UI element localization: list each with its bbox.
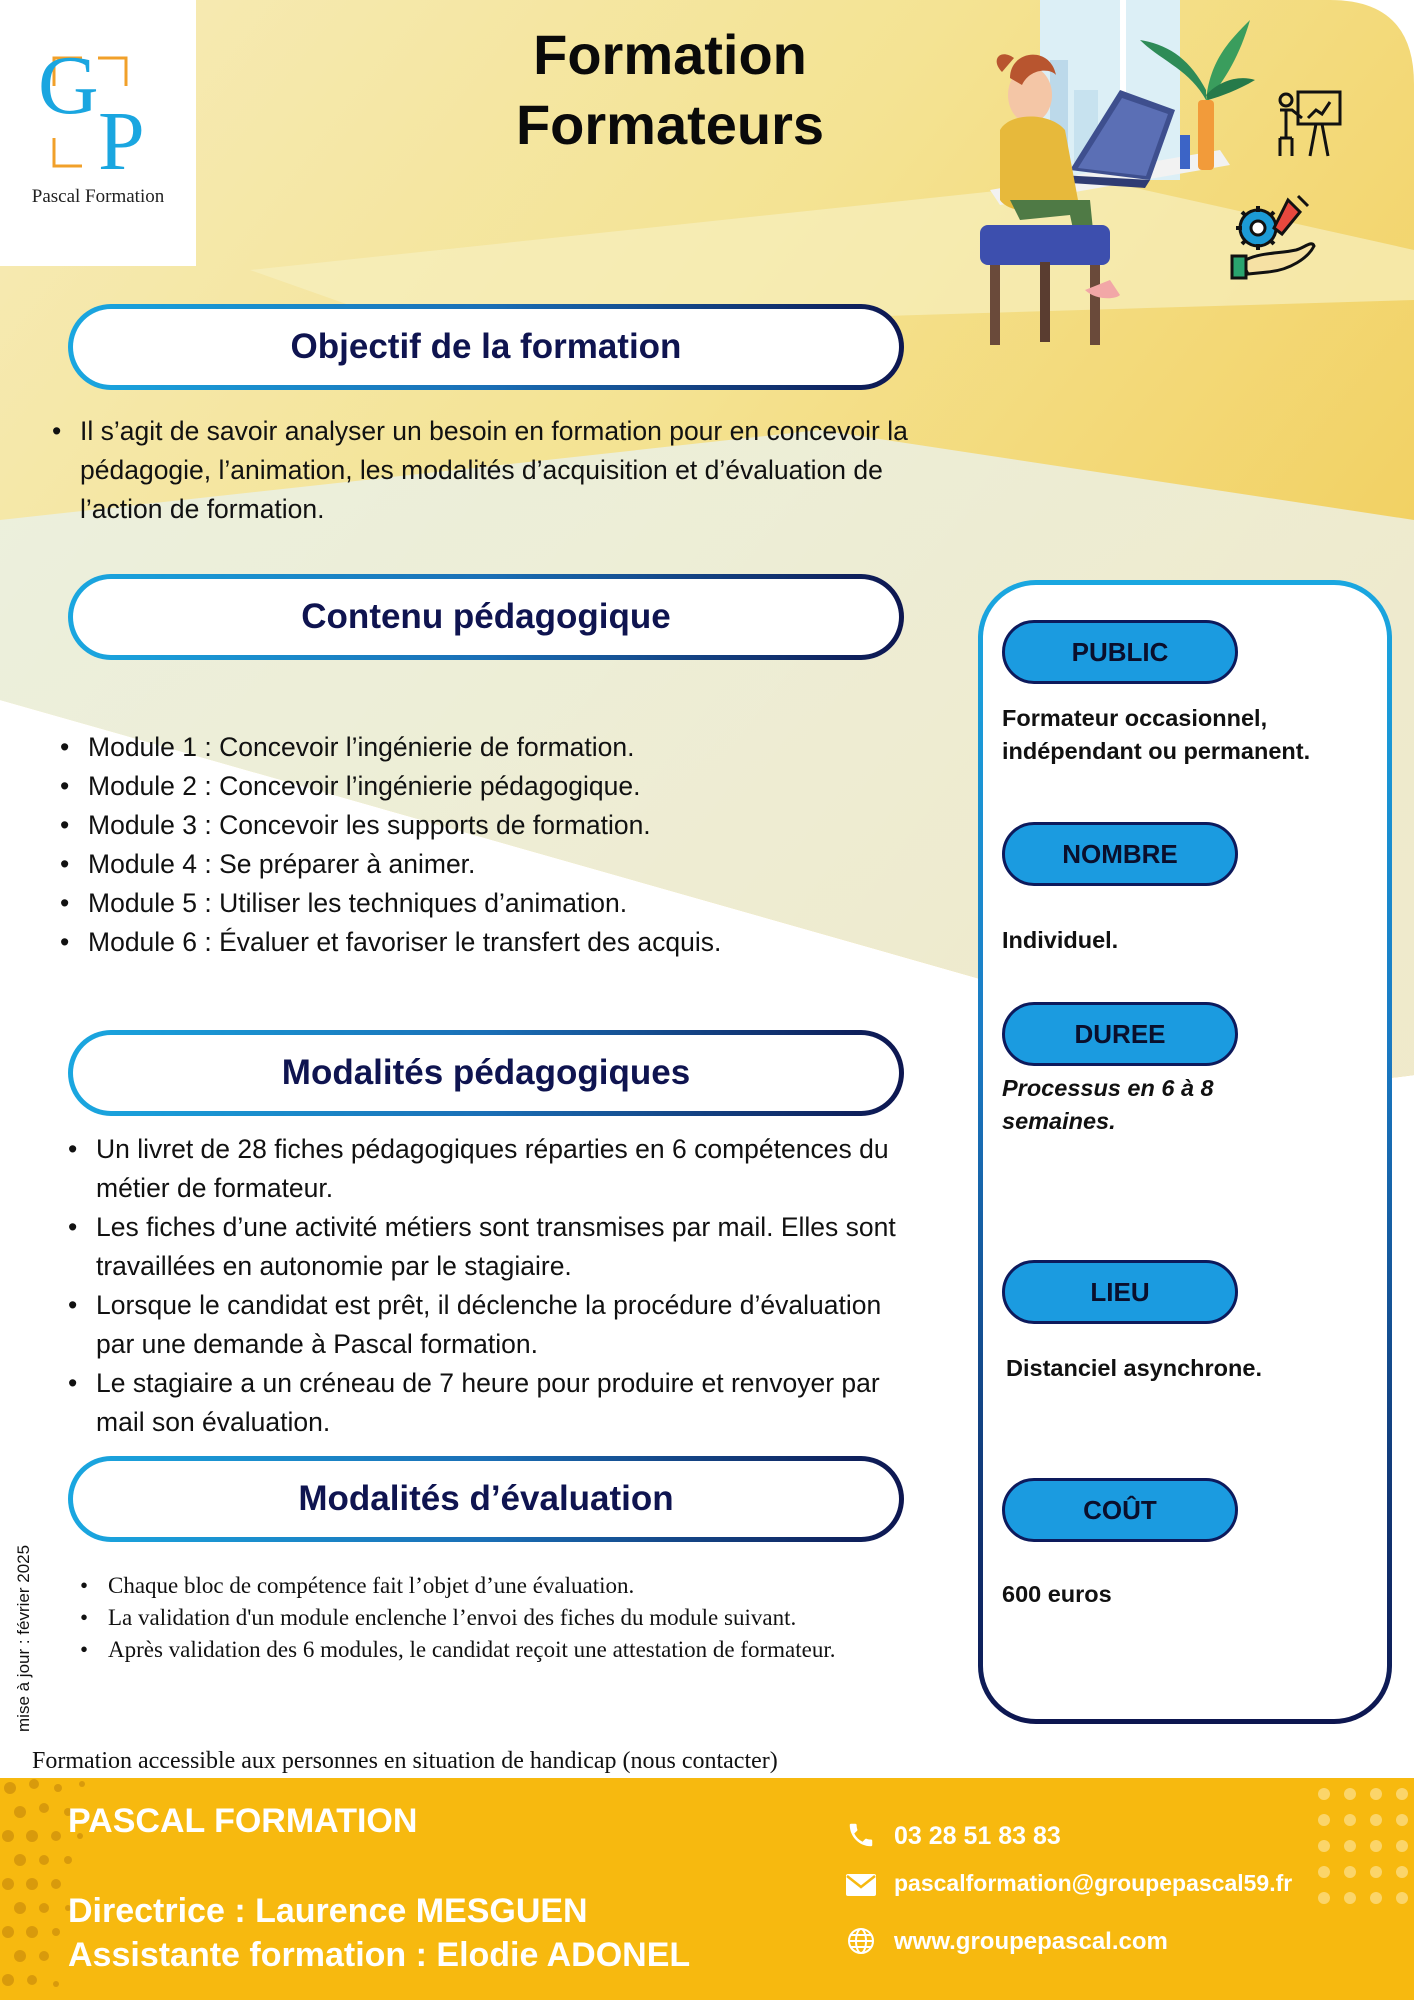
- nombre-tag: NOMBRE: [1002, 822, 1238, 886]
- title-line-1: Formation: [533, 23, 807, 86]
- presenter-board-icon: [1272, 88, 1344, 160]
- cout-value: 600 euros: [1002, 1581, 1112, 1607]
- footer: [0, 1778, 1414, 2000]
- modalites-eval-heading: [68, 1456, 904, 1542]
- footer-director: Directrice : Laurence MESGUEN: [68, 1892, 588, 1930]
- person-laptop-illustration: [970, 0, 1260, 350]
- mail-icon: [846, 1874, 876, 1896]
- footer-company: PASCAL FORMATION: [68, 1802, 418, 1840]
- modalites-peda-heading: [68, 1030, 904, 1116]
- evaluation-item: • Après validation des 6 modules, le candidat reçoit une attestation de formateur.: [78, 1634, 958, 1666]
- evaluation-item: • La validation d'un module enclenche l’envoi des fiches du module suivant.: [78, 1602, 958, 1634]
- objectif-heading-label: Objectif de la formation: [73, 309, 899, 385]
- footer-phone[interactable]: 03 28 51 83 83: [894, 1822, 1061, 1850]
- modalite-item: • Un livret de 28 fiches pédagogiques réparties en 6 compétences du métier de formateur.: [66, 1130, 926, 1208]
- module-item: • Module 3 : Concevoir les supports de formation.: [58, 806, 918, 845]
- logo-letter-p: P: [98, 95, 145, 188]
- duree-value: Processus en 6 à 8 semaines.: [1002, 1075, 1214, 1134]
- gear-hand-tools-icon: [1228, 192, 1318, 282]
- phone-icon: [846, 1820, 876, 1850]
- contenu-heading-label: Contenu pédagogique: [73, 579, 899, 655]
- modalites-peda-heading-label: Modalités pédagogiques: [73, 1035, 899, 1111]
- module-item: • Module 4 : Se préparer à animer.: [58, 845, 918, 884]
- globe-icon: [846, 1926, 876, 1956]
- modalite-item: • Lorsque le candidat est prêt, il déclenche la procédure d’évaluation par une demande à Pascal formation.: [66, 1286, 926, 1364]
- public-value: Formateur occasionnel, indépendant ou permanent.: [1002, 705, 1311, 764]
- objectif-list: [50, 412, 930, 529]
- objectif-item: • Il s’agit de savoir analyser un besoin en formation pour en concevoir la pédagogie, l’animation, les modalités d’acquisition et d’évaluation de l’action de formation.: [50, 412, 930, 529]
- module-item: • Module 2 : Concevoir l’ingénierie pédagogique.: [58, 767, 918, 806]
- modalite-item: • Les fiches d’une activité métiers sont transmises par mail. Elles sont travaillées en autonomie par le stagiaire.: [66, 1208, 926, 1286]
- logo-letter-g: G: [38, 39, 99, 132]
- evaluation-item: • Chaque bloc de compétence fait l’objet d’une évaluation.: [78, 1570, 958, 1602]
- modalites-eval-heading-label: Modalités d’évaluation: [73, 1461, 899, 1537]
- logo-caption: Pascal Formation: [31, 186, 165, 207]
- contenu-heading: [68, 574, 904, 660]
- module-item: • Module 1 : Concevoir l’ingénierie de formation.: [58, 728, 918, 767]
- objectif-heading: [68, 304, 904, 390]
- duree-tag: DUREE: [1002, 1002, 1238, 1066]
- page-title: [460, 20, 880, 160]
- footer-dot-pattern-right: [1310, 1778, 1414, 1938]
- lieu-tag: LIEU: [1002, 1260, 1238, 1324]
- modalites-peda-list: [66, 1130, 926, 1442]
- footer-assistant: Assistante formation : Elodie ADONEL: [68, 1936, 691, 1974]
- accessibility-note: Formation accessible aux personnes en situation de handicap (nous contacter): [32, 1748, 778, 1774]
- contenu-list: [58, 728, 918, 962]
- cout-tag: COÛT: [1002, 1478, 1238, 1542]
- modalite-item: • Le stagiaire a un créneau de 7 heure pour produire et renvoyer par mail son évaluation.: [66, 1364, 926, 1442]
- logo: [0, 0, 196, 266]
- modalites-eval-list: [78, 1570, 958, 1666]
- footer-website[interactable]: www.groupepascal.com: [894, 1928, 1168, 1955]
- public-tag: PUBLIC: [1002, 620, 1238, 684]
- footer-email[interactable]: pascalformation@groupepascal59.fr: [894, 1870, 1293, 1896]
- nombre-value: Individuel.: [1002, 927, 1119, 953]
- module-item: • Module 5 : Utiliser les techniques d’animation.: [58, 884, 918, 923]
- update-note: mise à jour : février 2025: [14, 1544, 33, 1732]
- module-item: • Module 6 : Évaluer et favoriser le transfert des acquis.: [58, 923, 918, 962]
- title-line-2: Formateurs: [515, 93, 825, 156]
- lieu-value: Distanciel asynchrone.: [1006, 1355, 1262, 1381]
